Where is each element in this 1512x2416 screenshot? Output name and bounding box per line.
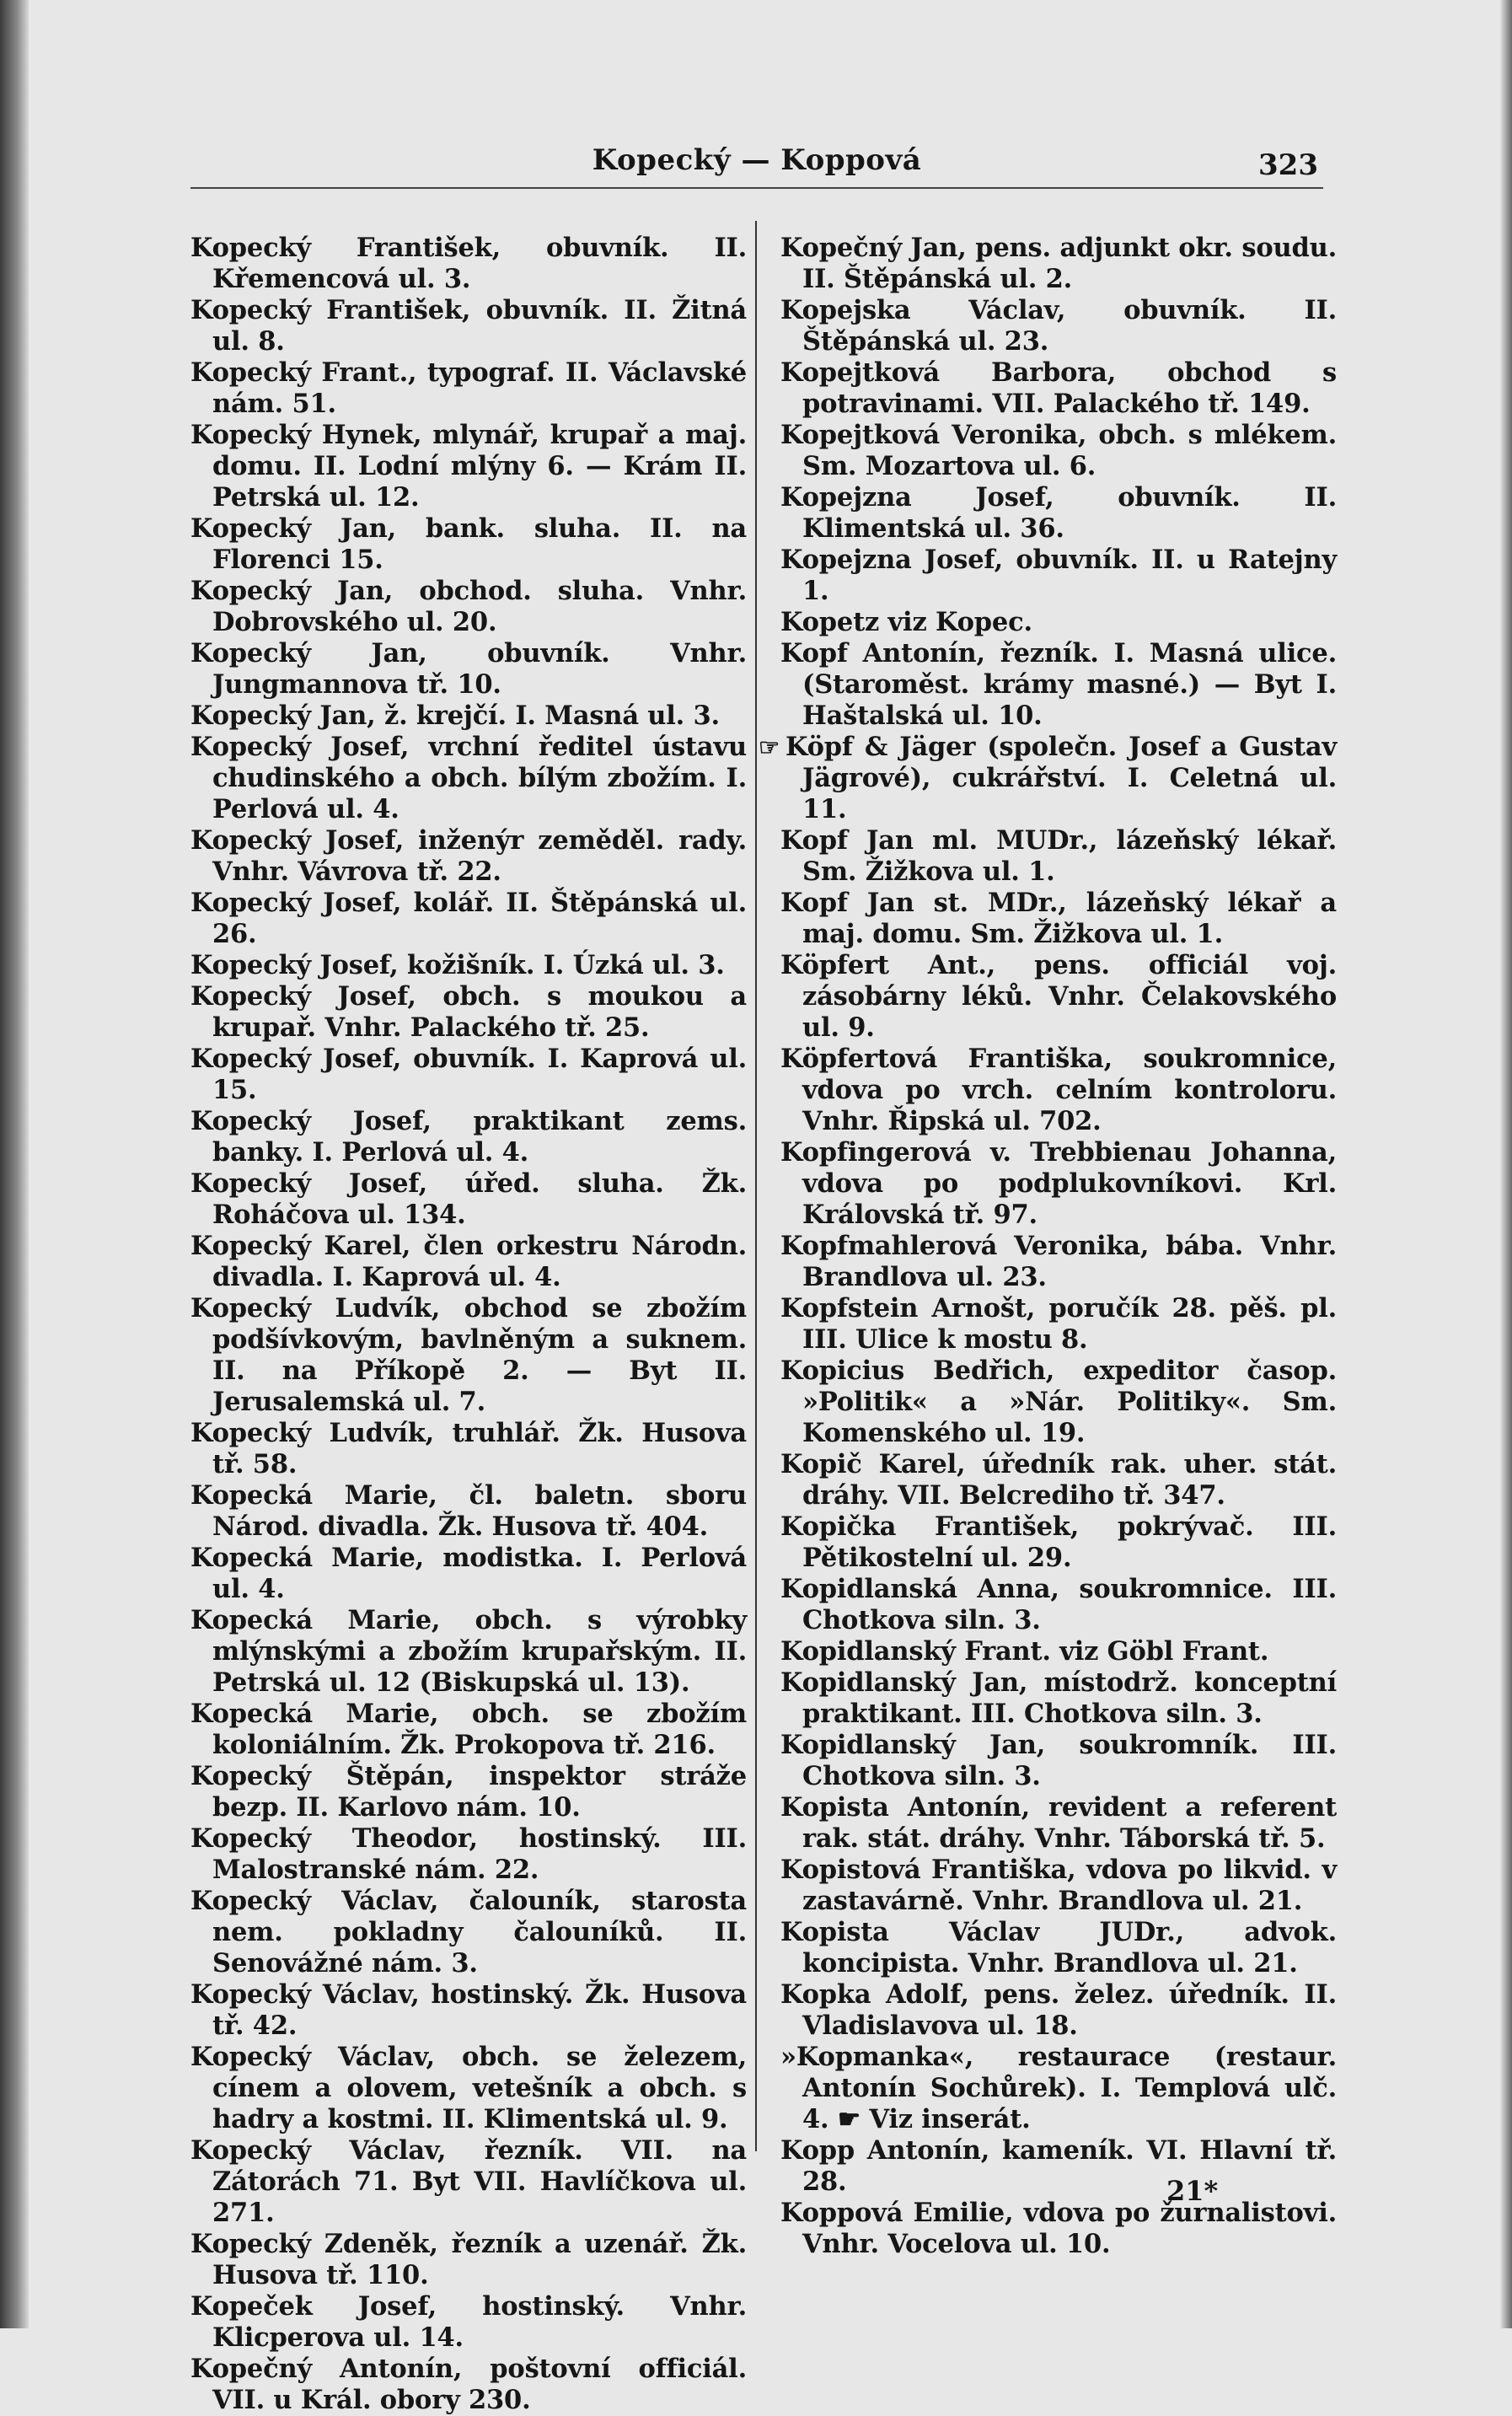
directory-entry: Kopka Adolf, pens. želez. úředník. II. Vladislavova ul. 18. [780, 1979, 1337, 2041]
directory-entry: Kopečný Antonín, poštovní officiál. VII. u Král. obory 230. [190, 2354, 747, 2415]
directory-entry: Kopecký Jan, obuvník. Vnhr. Jungmannova tř. 10. [190, 638, 747, 700]
directory-entry: Kopecký Josef, praktikant zems. banky. I. Perlová ul. 4. [190, 1106, 747, 1168]
directory-entry: Kopecká Marie, modistka. I. Perlová ul. 4. [190, 1543, 747, 1604]
directory-entry: Köpfertová Františka, soukromnice, vdova po vrch. celním kontroloru. Vnhr. Řipská ul. 702. [780, 1044, 1337, 1136]
directory-entry: Kopecká Marie, obch. s výrobky mlýnskými a zbožím krupařským. II. Petrská ul. 12 (Biskupská ul. 13). [190, 1605, 747, 1698]
directory-entry: Kopecký František, obuvník. II. Žitná ul. 8. [190, 295, 747, 357]
directory-entry: Kopejtková Veronika, obch. s mlékem. Sm. Mozartova ul. 6. [780, 420, 1337, 481]
directory-entry: Köpfert Ant., pens. officiál voj. zásobárny léků. Vnhr. Čelakovského ul. 9. [780, 950, 1337, 1043]
column-divider [755, 221, 757, 2151]
directory-entry: Kopecký Ludvík, truhlář. Žk. Husova tř. 58. [190, 1418, 747, 1479]
directory-entry: Kopista Václav JUDr., advok. koncipista. Vnhr. Brandlova ul. 21. [780, 1917, 1337, 1978]
directory-entry: Kopidlanská Anna, soukromnice. III. Chotkova siln. 3. [780, 1574, 1337, 1635]
directory-entry: Kopejtková Barbora, obchod s potravinami. VII. Palackého tř. 149. [780, 357, 1337, 419]
directory-entry: Koppová Emilie, vdova po žurnalistovi. Vnhr. Vocelova ul. 10. [780, 2198, 1337, 2259]
right-column [759, 233, 1337, 2260]
directory-entry: Kopecký Frant., typograf. II. Václavské nám. 51. [190, 357, 747, 419]
running-head: Kopecký — Koppová [592, 143, 922, 177]
directory-entry: Kopecký Václav, hostinský. Žk. Husova tř. 42. [190, 1979, 747, 2041]
directory-entry: Kopecká Marie, čl. baletn. sboru Národ. divadla. Žk. Husova tř. 404. [190, 1480, 747, 1542]
directory-entry: Kopista Antonín, revident a referent rak. stát. dráhy. Vnhr. Táborská tř. 5. [780, 1792, 1337, 1854]
left-column [190, 233, 747, 2416]
directory-entry: Kopp Antonín, kameník. VI. Hlavní tř. 28. [780, 2135, 1337, 2197]
directory-entry: Kopecký Josef, kolář. II. Štěpánská ul. 26. [190, 888, 747, 949]
directory-entry: Kopejzna Josef, obuvník. II. u Ratejny 1. [780, 545, 1337, 606]
directory-entry: Kopidlanský Jan, místodrž. konceptní praktikant. III. Chotkova siln. 3. [780, 1667, 1337, 1729]
directory-entry: Kopecký Václav, obch. se železem, cínem a olovem, vetešník a obch. s hadry a kostmi. II. Klimentská ul. 9. [190, 2042, 747, 2134]
directory-entry: Kopecký Josef, úřed. sluha. Žk. Roháčova ul. 134. [190, 1168, 747, 1230]
directory-entry: Kopecká Marie, obch. se zbožím koloniálním. Žk. Prokopova tř. 216. [190, 1699, 747, 1760]
directory-entry: Kopecký Josef, kožišník. I. Úzká ul. 3. [190, 950, 725, 980]
directory-entry: Kopecký Hynek, mlynář, krupař a maj. domu. II. Lodní mlýny 6. — Krám II. Petrská ul. 12. [190, 420, 747, 513]
directory-entry: Kopič Karel, úředník rak. uher. stát. dráhy. VII. Belcrediho tř. 347. [780, 1449, 1337, 1511]
directory-entry: Kopecký Václav, řezník. VII. na Zátorách 71. Byt VII. Havlíčkova ul. 271. [190, 2135, 747, 2228]
directory-entry: Kopecký Josef, obuvník. I. Kaprová ul. 15. [190, 1044, 747, 1105]
directory-entry: Kopfingerová v. Trebbienau Johanna, vdova po podplukovníkovi. Krl. Královská tř. 97. [780, 1137, 1337, 1230]
directory-entry: Kopfstein Arnošt, poručík 28. pěš. pl. III. Ulice k mostu 8. [780, 1293, 1337, 1355]
directory-entry: Kopetz viz Kopec. [780, 607, 1032, 637]
page-header [190, 142, 1323, 189]
directory-entry: Kopecký Theodor, hostinský. III. Malostranské nám. 22. [190, 1823, 747, 1885]
signature-mark: 21* [1166, 2175, 1219, 2207]
directory-entry: Kopecký Josef, inženýr zeměděl. rady. Vnhr. Vávrova tř. 22. [190, 825, 747, 887]
directory-entry: Kopecký Zdeněk, řezník a uzenář. Žk. Husova tř. 110. [190, 2229, 747, 2290]
directory-entry: Kopecký Josef, vrchní ředitel ústavu chudinského a obch. bílým zbožím. I. Perlová ul. 4. [190, 732, 747, 824]
book-spine-shadow [0, 0, 29, 2328]
directory-entry: Kopistová Františka, vdova po likvid. v zastavárně. Vnhr. Brandlova ul. 21. [780, 1855, 1337, 1916]
directory-entry: ☞ Köpf & Jäger (společn. Josef a Gustav Jägrové), cukrářství. I. Celetná ul. 11. [759, 732, 1337, 824]
directory-entry: Kopecký Ludvík, obchod se zbožím podšívkovým, bavlněným a suknem. II. na Příkopě 2. — Byt II. Jerusalemská ul. 7. [190, 1293, 747, 1417]
directory-entry: Kopecký Jan, obchod. sluha. Vnhr. Dobrovského ul. 20. [190, 576, 747, 637]
directory-entry: Kopecký Štěpán, inspektor stráže bezp. II. Karlovo nám. 10. [190, 1761, 747, 1823]
directory-entry: Kopecký František, obuvník. II. Křemencová ul. 3. [190, 233, 747, 294]
directory-entry: Kopeček Josef, hostinský. Vnhr. Klicperova ul. 14. [190, 2291, 747, 2353]
directory-entry: Kopejska Václav, obuvník. II. Štěpánská ul. 23. [780, 295, 1337, 357]
directory-entry: Kopf Jan ml. MUDr., lázeňský lékař. Sm. Žižkova ul. 1. [780, 825, 1337, 887]
directory-entry: Kopejzna Josef, obuvník. II. Klimentská ul. 36. [780, 482, 1337, 544]
directory-entry: Kopecký Karel, člen orkestru Národn. divadla. I. Kaprová ul. 4. [190, 1231, 747, 1292]
page-edge-shadow [1500, 0, 1512, 2328]
page-number: 323 [1258, 148, 1318, 182]
directory-entry: Kopecký Václav, čalouník, starosta nem. pokladny čalouníků. II. Senovážné nám. 3. [190, 1886, 747, 1978]
directory-entry: Kopečný Jan, pens. adjunkt okr. soudu. II. Štěpánská ul. 2. [780, 233, 1337, 294]
directory-entry: Kopidlanský Frant. viz Göbl Frant. [780, 1636, 1269, 1667]
directory-entry: Kopfmahlerová Veronika, bába. Vnhr. Brandlova ul. 23. [780, 1231, 1337, 1292]
directory-entry: Kopecký Jan, bank. sluha. II. na Florenci 15. [190, 513, 747, 575]
directory-entry: Kopecký Jan, ž. krejčí. I. Masná ul. 3. [190, 701, 720, 731]
directory-entry: Kopička František, pokrývač. III. Pětikostelní ul. 29. [780, 1511, 1337, 1573]
directory-entry: Kopf Jan st. MDr., lázeňský lékař a maj. domu. Sm. Žižkova ul. 1. [780, 888, 1337, 949]
directory-entry: Kopicius Bedřich, expeditor časop. »Politik« a »Nár. Politiky«. Sm. Komenského ul. 19. [780, 1356, 1337, 1448]
entry-text: Köpf & Jäger (společn. Josef a Gustav Jägrové), cukrářství. I. Celetná ul. 11. [785, 732, 1337, 824]
directory-entry: Kopecký Josef, obch. s moukou a krupař. Vnhr. Palackého tř. 25. [190, 981, 747, 1043]
directory-entry: »Kopmanka«, restaurace (restaur. Antonín Sochůrek). I. Templová ulč. 4. ☛ Viz inserát. [780, 2042, 1337, 2134]
directory-entry: Kopidlanský Jan, soukromník. III. Chotkova siln. 3. [780, 1730, 1337, 1791]
directory-entry: Kopf Antonín, řezník. I. Masná ulice. (Staroměst. krámy masné.) — Byt I. Haštalská ul. 10. [780, 638, 1337, 731]
